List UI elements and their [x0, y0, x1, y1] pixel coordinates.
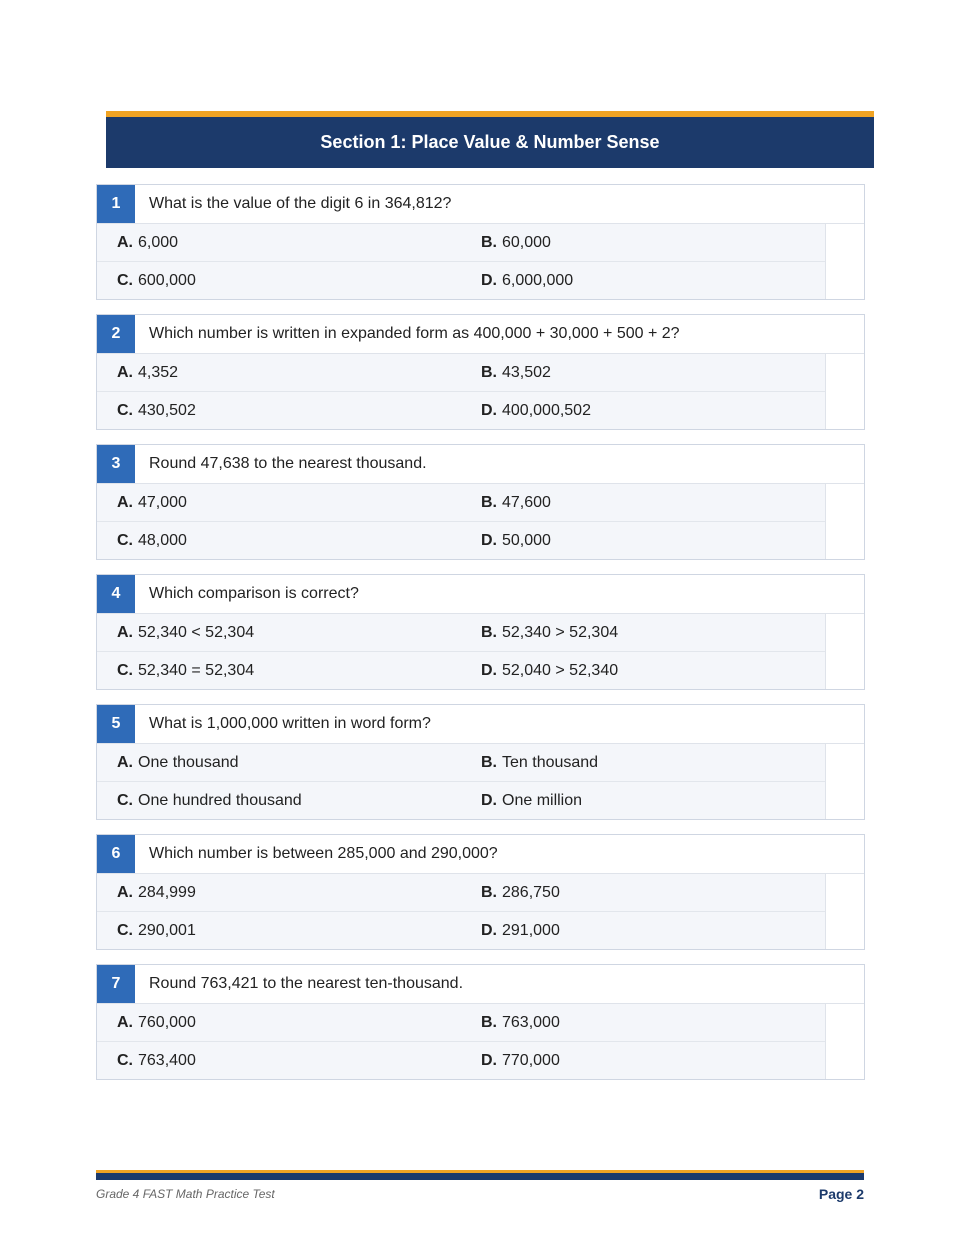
question-header — [97, 575, 864, 614]
choice-c[interactable] — [97, 402, 461, 420]
choice-a[interactable] — [97, 234, 461, 252]
choice-d[interactable] — [461, 662, 825, 680]
choice-letter: B. — [481, 883, 497, 901]
answer-area — [97, 354, 864, 429]
choice-b[interactable] — [461, 1014, 825, 1032]
choice-letter: D. — [481, 921, 497, 939]
question-number: 3 — [97, 445, 135, 483]
choice-text: 43,502 — [502, 363, 551, 381]
choice-text: 770,000 — [502, 1051, 560, 1069]
question-number: 4 — [97, 575, 135, 613]
choice-letter: C. — [117, 661, 133, 679]
choice-letter: D. — [481, 1051, 497, 1069]
choices — [97, 224, 826, 299]
question-header — [97, 965, 864, 1004]
choice-text: 430,502 — [138, 401, 196, 419]
choice-d[interactable] — [461, 1052, 825, 1070]
choice-text: 763,400 — [138, 1051, 196, 1069]
question-text: Round 47,638 to the nearest thousand. — [149, 455, 427, 472]
choices — [97, 744, 826, 819]
question-card — [96, 834, 865, 950]
choice-row — [97, 744, 825, 781]
choice-text: 760,000 — [138, 1013, 196, 1031]
choices — [97, 354, 826, 429]
choice-letter: C. — [117, 531, 133, 549]
choice-row — [97, 521, 825, 559]
choice-letter: C. — [117, 921, 133, 939]
choice-c[interactable] — [97, 792, 461, 810]
choice-letter: C. — [117, 1051, 133, 1069]
choice-letter: D. — [481, 401, 497, 419]
answer-area — [97, 1004, 864, 1079]
choice-text: 290,001 — [138, 921, 196, 939]
section-header — [106, 111, 874, 168]
question-number: 1 — [97, 185, 135, 223]
choice-letter: C. — [117, 401, 133, 419]
choice-text: 47,000 — [138, 493, 187, 511]
choice-a[interactable] — [97, 624, 461, 642]
choice-row — [97, 224, 825, 261]
choice-letter: A. — [117, 1013, 133, 1031]
choice-letter: B. — [481, 233, 497, 251]
choice-b[interactable] — [461, 234, 825, 252]
choice-text: 4,352 — [138, 363, 179, 381]
choice-b[interactable] — [461, 884, 825, 902]
choice-a[interactable] — [97, 884, 461, 902]
question-card — [96, 444, 865, 560]
question-header — [97, 315, 864, 354]
choice-text: 48,000 — [138, 531, 187, 549]
choice-text: 600,000 — [138, 271, 196, 289]
work-space — [826, 744, 864, 819]
page-number: Page 2 — [818, 1186, 864, 1202]
choice-letter: B. — [481, 1013, 497, 1031]
question-header — [97, 445, 864, 484]
choice-d[interactable] — [461, 922, 825, 940]
choice-text: 52,040 > 52,340 — [502, 661, 619, 679]
choice-text: 6,000,000 — [502, 271, 574, 289]
choice-d[interactable] — [461, 402, 825, 420]
choice-a[interactable] — [97, 494, 461, 512]
choice-b[interactable] — [461, 624, 825, 642]
question-header — [97, 705, 864, 744]
choice-letter: B. — [481, 753, 497, 771]
choice-c[interactable] — [97, 532, 461, 550]
answer-area — [97, 614, 864, 689]
footer-test-title: Grade 4 FAST Math Practice Test — [96, 1187, 275, 1201]
work-space — [826, 354, 864, 429]
question-text: Round 763,421 to the nearest ten-thousand. — [149, 975, 464, 992]
choice-letter: A. — [117, 493, 133, 511]
work-space — [826, 874, 864, 949]
choice-a[interactable] — [97, 364, 461, 382]
question-text: What is 1,000,000 written in word form? — [149, 715, 431, 732]
choice-text: 763,000 — [502, 1013, 560, 1031]
answer-area — [97, 744, 864, 819]
choice-text: One thousand — [138, 753, 239, 771]
choice-row — [97, 1041, 825, 1079]
question-number: 2 — [97, 315, 135, 353]
choice-c[interactable] — [97, 1052, 461, 1070]
choice-letter: B. — [481, 623, 497, 641]
choice-text: 50,000 — [502, 531, 551, 549]
choice-b[interactable] — [461, 754, 825, 772]
choice-c[interactable] — [97, 662, 461, 680]
choices — [97, 874, 826, 949]
work-space — [826, 614, 864, 689]
choice-d[interactable] — [461, 792, 825, 810]
choice-row — [97, 911, 825, 949]
question-card — [96, 964, 865, 1080]
question-number: 6 — [97, 835, 135, 873]
choice-text: 52,340 > 52,304 — [502, 623, 619, 641]
question-text: Which number is between 285,000 and 290,000? — [149, 845, 498, 862]
work-space — [826, 224, 864, 299]
choice-text: 286,750 — [502, 883, 560, 901]
choice-row — [97, 391, 825, 429]
choice-letter: D. — [481, 791, 497, 809]
choice-d[interactable] — [461, 272, 825, 290]
choice-d[interactable] — [461, 532, 825, 550]
question-card — [96, 704, 865, 820]
choice-text: 291,000 — [502, 921, 560, 939]
choice-text: 6,000 — [138, 233, 179, 251]
question-header — [97, 835, 864, 874]
choice-text: One million — [502, 791, 583, 809]
choice-row — [97, 1004, 825, 1041]
question-list — [96, 184, 865, 1094]
question-text: Which comparison is correct? — [149, 585, 359, 602]
choice-a[interactable] — [97, 754, 461, 772]
question-number: 5 — [97, 705, 135, 743]
choice-text: Ten thousand — [502, 753, 599, 771]
choice-row — [97, 484, 825, 521]
question-text: Which number is written in expanded form as 400,000 + 30,000 + 500 + 2? — [149, 325, 680, 342]
choice-text: 60,000 — [502, 233, 551, 251]
choice-row — [97, 874, 825, 911]
choice-text: 52,340 < 52,304 — [138, 623, 255, 641]
choice-c[interactable] — [97, 272, 461, 290]
work-space — [826, 484, 864, 559]
section-title: Section 1: Place Value & Number Sense — [320, 132, 660, 152]
choice-letter: C. — [117, 791, 133, 809]
question-card — [96, 314, 865, 430]
choice-letter: C. — [117, 271, 133, 289]
choice-row — [97, 261, 825, 299]
choice-c[interactable] — [97, 922, 461, 940]
choice-row — [97, 614, 825, 651]
footer-rule — [96, 1170, 864, 1180]
choice-text: 52,340 = 52,304 — [138, 661, 255, 679]
choice-letter: D. — [481, 661, 497, 679]
choice-letter: D. — [481, 531, 497, 549]
choice-letter: A. — [117, 883, 133, 901]
choices — [97, 614, 826, 689]
answer-area — [97, 874, 864, 949]
choice-text: One hundred thousand — [138, 791, 302, 809]
choices — [97, 1004, 826, 1079]
choice-text: 400,000,502 — [502, 401, 591, 419]
answer-area — [97, 484, 864, 559]
question-card — [96, 184, 865, 300]
choices — [97, 484, 826, 559]
work-space — [826, 1004, 864, 1079]
choice-text: 284,999 — [138, 883, 196, 901]
answer-area — [97, 224, 864, 299]
choice-b[interactable] — [461, 494, 825, 512]
choice-b[interactable] — [461, 364, 825, 382]
question-header — [97, 185, 864, 224]
choice-letter: B. — [481, 363, 497, 381]
question-number: 7 — [97, 965, 135, 1003]
choice-letter: A. — [117, 233, 133, 251]
choice-letter: A. — [117, 753, 133, 771]
choice-letter: B. — [481, 493, 497, 511]
choice-a[interactable] — [97, 1014, 461, 1032]
choice-letter: A. — [117, 363, 133, 381]
question-card — [96, 574, 865, 690]
choice-letter: A. — [117, 623, 133, 641]
choice-row — [97, 354, 825, 391]
question-text: What is the value of the digit 6 in 364,812? — [149, 195, 452, 212]
choice-letter: D. — [481, 271, 497, 289]
choice-row — [97, 651, 825, 689]
choice-row — [97, 781, 825, 819]
choice-text: 47,600 — [502, 493, 551, 511]
